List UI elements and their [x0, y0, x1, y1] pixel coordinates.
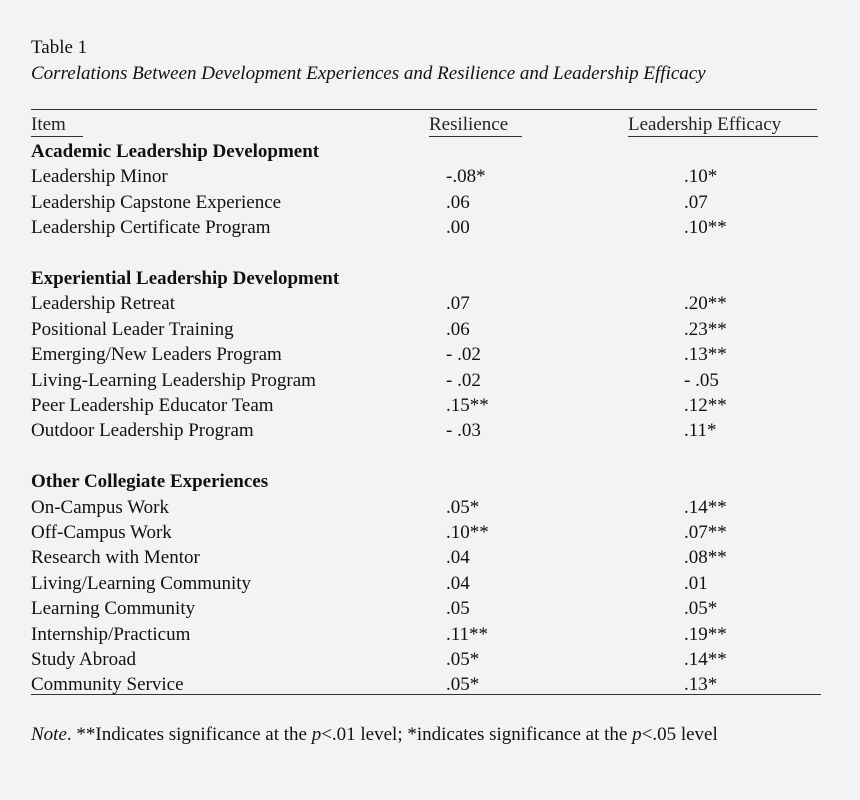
table-row	[0, 596, 860, 621]
row-item: Living/Learning Community	[31, 572, 252, 594]
row-item: Leadership Capstone Experience	[31, 191, 282, 213]
row-resilience: -.08*	[446, 166, 486, 188]
table-row	[0, 215, 860, 240]
row-efficacy: .11*	[684, 420, 717, 442]
row-resilience: .10**	[446, 522, 489, 543]
section-title: Experiential Leadership Development	[31, 268, 340, 289]
table-row	[0, 571, 860, 596]
row-resilience: .06	[446, 318, 470, 340]
row-item: Emerging/New Leaders Program	[31, 344, 282, 366]
row-efficacy: .23**	[684, 318, 727, 340]
header-item: Item	[31, 114, 66, 135]
row-efficacy: .10**	[684, 217, 727, 239]
section-title: Other Collegiate Experiences	[31, 471, 269, 493]
row-efficacy: .14**	[684, 496, 727, 518]
table-caption: Correlations Between Development Experiences and Resilience and Leadership Efficacy	[31, 63, 706, 84]
row-item: Leadership Minor	[31, 166, 168, 188]
note-text-c: <.05 level	[641, 724, 718, 745]
row-item: Study Abroad	[31, 649, 137, 670]
row-item: Outdoor Leadership Program	[31, 420, 254, 442]
row-efficacy: - .05	[684, 369, 719, 391]
row-efficacy: .07**	[684, 522, 727, 543]
row-resilience: .04	[446, 572, 470, 594]
table-row	[0, 545, 860, 570]
row-item: Living-Learning Leadership Program	[31, 369, 316, 391]
table-row	[0, 190, 860, 215]
note-p-2: p	[632, 724, 642, 745]
row-efficacy: .12**	[684, 395, 727, 416]
table-row	[0, 495, 860, 520]
table-row	[0, 291, 860, 316]
row-resilience: .05*	[446, 496, 480, 518]
row-item: Positional Leader Training	[31, 318, 234, 340]
table-row	[0, 368, 860, 393]
header-efficacy-underline	[628, 136, 818, 137]
row-resilience: .04	[446, 547, 470, 569]
row-efficacy: .07	[684, 191, 708, 213]
row-resilience: - .02	[446, 369, 481, 391]
row-resilience: .05	[446, 598, 470, 620]
table-row	[0, 393, 860, 418]
table-row	[0, 520, 860, 545]
table-row	[0, 317, 860, 342]
row-efficacy: .14**	[684, 649, 727, 670]
row-resilience: .00	[446, 217, 470, 239]
row-resilience: .05*	[446, 674, 480, 696]
row-efficacy: .13*	[684, 674, 718, 696]
row-resilience: .11**	[446, 623, 489, 645]
note-label: Note	[31, 724, 67, 745]
row-item: Internship/Practicum	[31, 623, 191, 645]
table-row	[0, 164, 860, 189]
row-efficacy: .13**	[684, 344, 727, 366]
header-resilience: Resilience	[429, 114, 509, 135]
row-efficacy: .05*	[684, 598, 718, 620]
row-item: Community Service	[31, 674, 184, 696]
note-text-b: <.01 level; *indicates significance at the	[321, 724, 633, 745]
row-item: Learning Community	[31, 598, 196, 620]
row-efficacy: .01	[684, 572, 708, 594]
table-label: Table 1	[31, 37, 88, 58]
row-resilience: - .03	[446, 420, 481, 442]
section-title: Academic Leadership Development	[31, 141, 320, 162]
row-resilience: .06	[446, 191, 470, 213]
section-heading	[0, 469, 860, 494]
row-resilience: .07	[446, 293, 470, 315]
row-item: Leadership Retreat	[31, 293, 176, 315]
table-row	[0, 418, 860, 443]
header-resilience-underline	[429, 136, 522, 137]
row-item: Peer Leadership Educator Team	[31, 395, 274, 416]
row-resilience: .15**	[446, 395, 489, 416]
row-efficacy: .20**	[684, 293, 727, 315]
row-item: On-Campus Work	[31, 496, 169, 518]
row-efficacy: .10*	[684, 166, 718, 188]
top-rule	[31, 109, 817, 110]
table-note	[31, 723, 718, 747]
table-row	[0, 622, 860, 647]
note-text-a: . **Indicates significance at the	[66, 724, 312, 745]
row-resilience: .05*	[446, 649, 480, 670]
row-resilience: - .02	[446, 344, 481, 366]
row-efficacy: .08**	[684, 547, 727, 569]
row-efficacy: .19**	[684, 623, 727, 645]
header-leadership-efficacy: Leadership Efficacy	[628, 114, 782, 135]
row-item: Research with Mentor	[31, 547, 200, 569]
note-p-1: p	[311, 724, 322, 745]
header-item-underline	[31, 136, 83, 137]
bottom-rule	[31, 694, 821, 695]
section-heading	[0, 266, 860, 291]
row-item: Leadership Certificate Program	[31, 217, 271, 239]
table-row	[0, 342, 860, 367]
section-heading	[0, 139, 860, 164]
row-item: Off-Campus Work	[31, 522, 172, 543]
table-row	[0, 647, 860, 672]
